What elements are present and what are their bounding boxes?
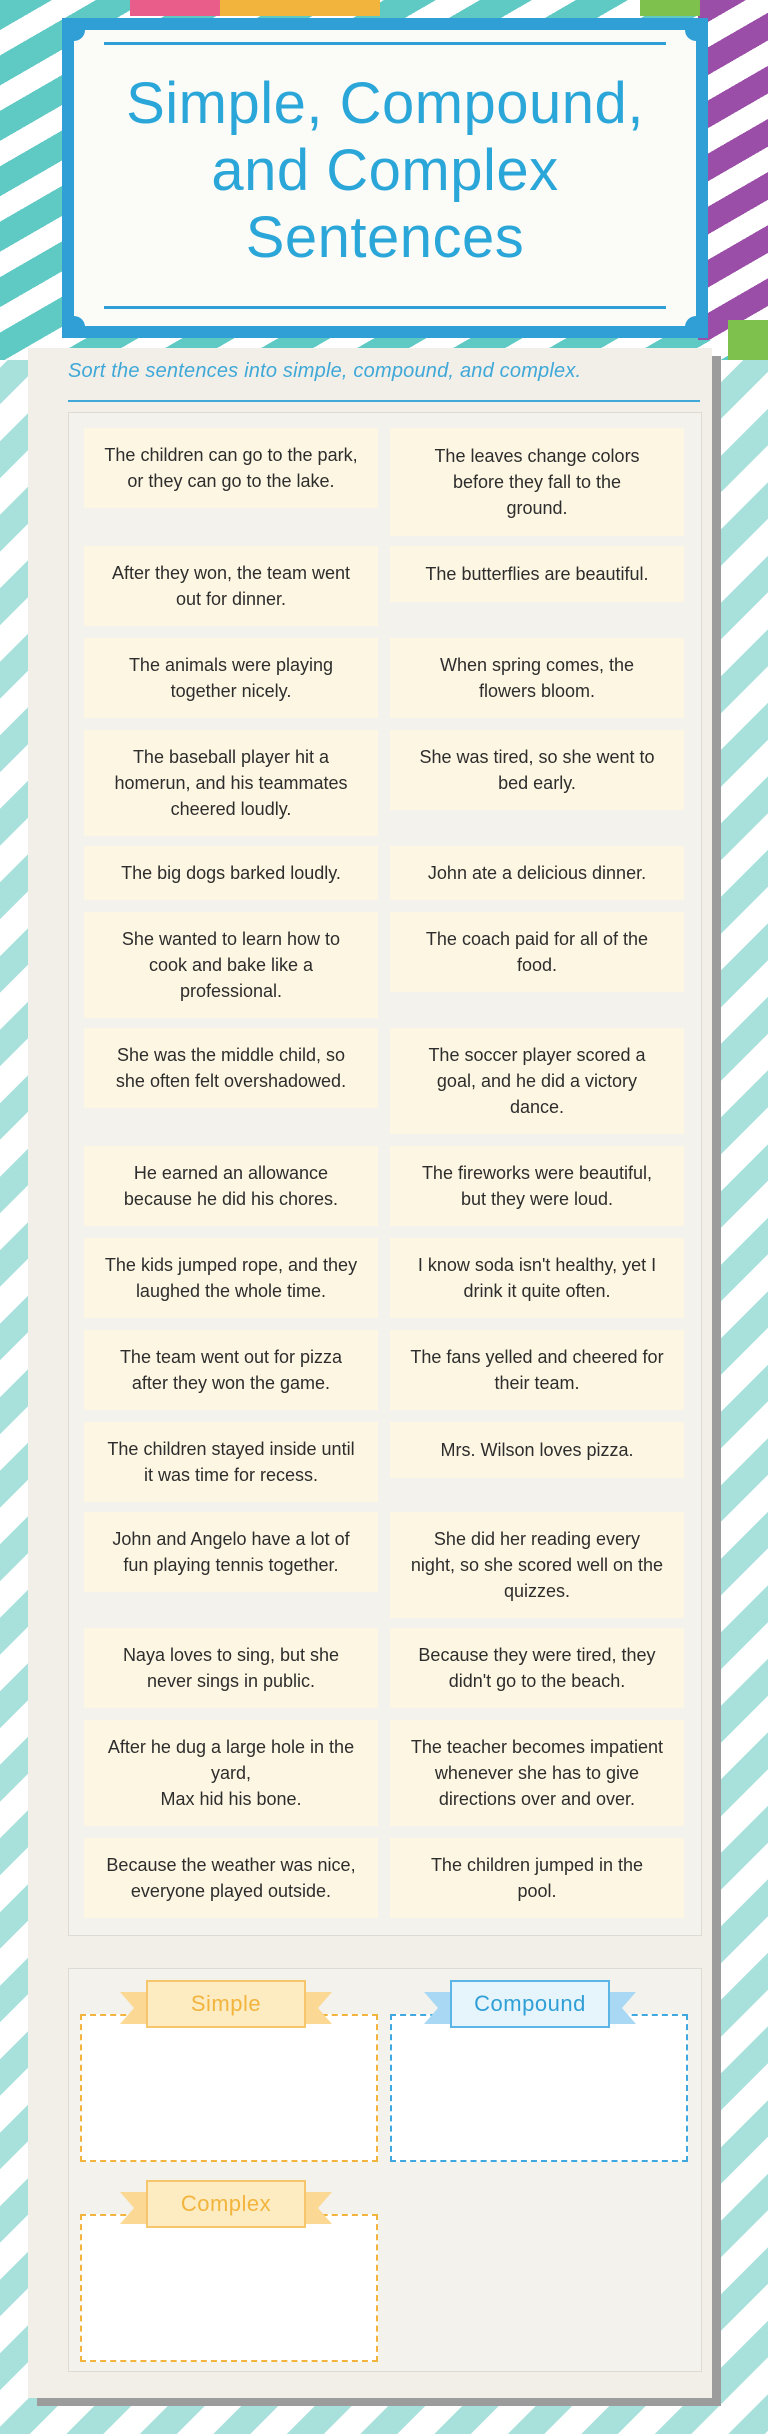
sentence-card[interactable]: The leaves change colors before they fall to the ground.: [390, 428, 684, 536]
sentence-card[interactable]: The soccer player scored a goal, and he did a victory dance.: [390, 1028, 684, 1134]
sentence-card[interactable]: The teacher becomes impatient whenever she has to give directions over and over.: [390, 1720, 684, 1826]
sentence-card[interactable]: The kids jumped rope, and they laughed the whole time.: [84, 1238, 378, 1318]
sentence-card[interactable]: John ate a delicious dinner.: [390, 846, 684, 900]
sentence-card[interactable]: After he dug a large hole in the yard, Max hid his bone.: [84, 1720, 378, 1826]
sentence-card[interactable]: The children jumped in the pool.: [390, 1838, 684, 1918]
sentence-card[interactable]: The coach paid for all of the food.: [390, 912, 684, 992]
header-green-strip: [640, 0, 700, 16]
complex-label: Complex: [146, 2180, 306, 2228]
header-purple-stripes: [698, 0, 768, 340]
title-corner-tl: [63, 19, 85, 41]
header-yellow-strip: [220, 0, 380, 16]
sentence-card[interactable]: The animals were playing together nicely.: [84, 638, 378, 718]
sentence-card[interactable]: I know soda isn't healthy, yet I drink it quite often.: [390, 1238, 684, 1318]
sentence-card[interactable]: The baseball player hit a homerun, and his teammates cheered loudly.: [84, 730, 378, 836]
simple-label: Simple: [146, 1980, 306, 2028]
instructions-underline: [68, 400, 700, 402]
sentence-card[interactable]: She wanted to learn how to cook and bake like a professional.: [84, 912, 378, 1018]
sentence-card[interactable]: She did her reading every night, so she scored well on the quizzes.: [390, 1512, 684, 1618]
sentence-card[interactable]: The fireworks were beautiful, but they were loud.: [390, 1146, 684, 1226]
sentence-card[interactable]: The butterflies are beautiful.: [390, 546, 684, 602]
sentence-card[interactable]: She was tired, so she went to bed early.: [390, 730, 684, 810]
header-green-block: [728, 320, 768, 360]
sentence-card[interactable]: He earned an allowance because he did his chores.: [84, 1146, 378, 1226]
sentence-card[interactable]: Because the weather was nice, everyone played outside.: [84, 1838, 378, 1918]
sentence-card[interactable]: The team went out for pizza after they won the game.: [84, 1330, 378, 1410]
title-corner-tr: [685, 19, 707, 41]
simple-ribbon: [120, 1980, 332, 2036]
title-corner-br: [685, 316, 707, 338]
sentence-card[interactable]: Naya loves to sing, but she never sings in public.: [84, 1628, 378, 1708]
title-corner-bl: [63, 316, 85, 338]
sentence-card[interactable]: The children stayed inside until it was time for recess.: [84, 1422, 378, 1502]
complex-drop-zone[interactable]: [80, 2214, 378, 2362]
sentence-card[interactable]: Because they were tired, they didn't go to the beach.: [390, 1628, 684, 1708]
compound-ribbon: [424, 1980, 636, 2036]
complex-ribbon: [120, 2180, 332, 2236]
title-top-rule: [104, 42, 666, 45]
page-title: Simple, Compound, and Complex Sentences: [126, 71, 644, 270]
sentence-card[interactable]: Mrs. Wilson loves pizza.: [390, 1422, 684, 1478]
sentence-card[interactable]: When spring comes, the flowers bloom.: [390, 638, 684, 718]
sentence-card[interactable]: John and Angelo have a lot of fun playing tennis together.: [84, 1512, 378, 1592]
sentence-card[interactable]: The fans yelled and cheered for their team.: [390, 1330, 684, 1410]
instructions-text: Sort the sentences into simple, compound, and complex.: [68, 360, 582, 382]
compound-label: Compound: [450, 1980, 610, 2028]
sentence-card[interactable]: The children can go to the park, or they can go to the lake.: [84, 428, 378, 508]
sentence-card[interactable]: The big dogs barked loudly.: [84, 846, 378, 900]
header-pink-strip: [130, 0, 220, 16]
sentence-card[interactable]: She was the middle child, so she often felt overshadowed.: [84, 1028, 378, 1108]
compound-drop-zone[interactable]: [390, 2014, 688, 2162]
simple-drop-zone[interactable]: [80, 2014, 378, 2162]
title-bottom-rule: [104, 306, 666, 309]
sentence-card[interactable]: After they won, the team went out for dinner.: [84, 546, 378, 626]
